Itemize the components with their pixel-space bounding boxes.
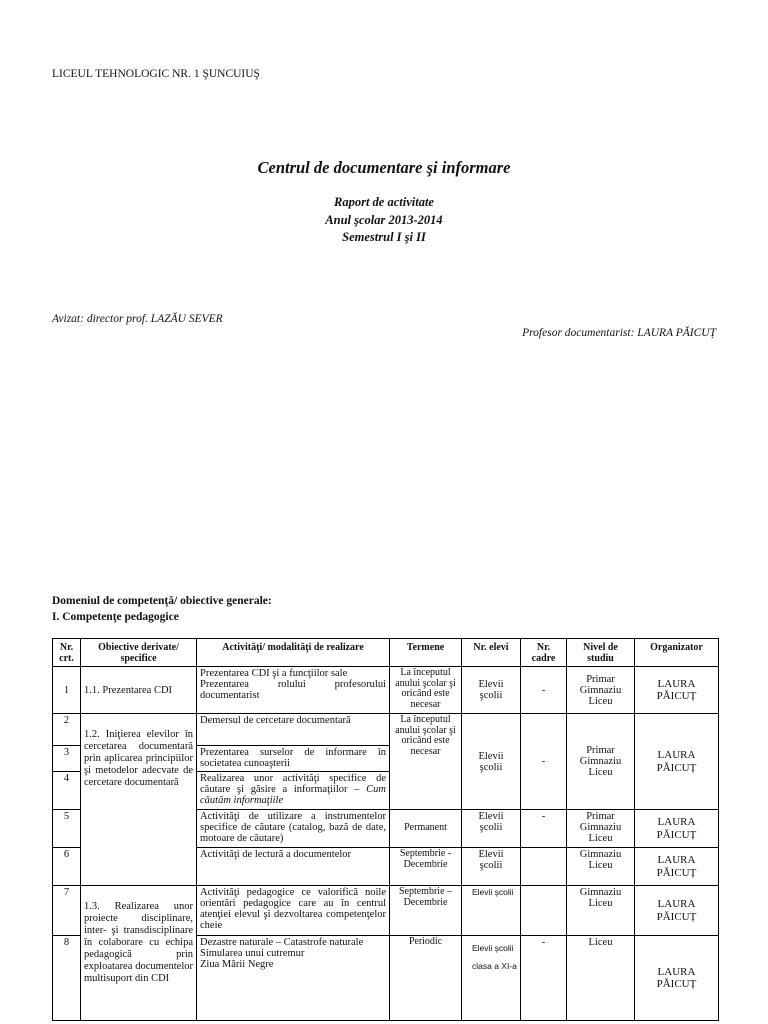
table-row <box>53 714 719 746</box>
section-heading: I. Competenţe pedagogice <box>52 611 179 623</box>
cell-level <box>567 667 635 714</box>
cell-term: La începutul anului şcolar şi oricând este necesar <box>390 714 462 810</box>
activity-line: Dezastre naturale – Catastrofe naturale <box>200 937 364 948</box>
cell-term: Periodic <box>390 936 462 1021</box>
cell-activity <box>197 772 390 810</box>
cell-students: Elevii şcolii <box>462 886 521 936</box>
level-text: Primar Gimnaziu Liceu <box>579 811 622 844</box>
cell-students <box>462 810 521 848</box>
activity-line: Activităţi de utilizare a instrumentelor specifice de căutare (catalog, bază de date, motoare de căutare) <box>200 811 386 844</box>
report-type: Raport de activitate <box>334 195 434 209</box>
header-students: Nr. elevi <box>462 639 521 667</box>
header-term: Termene <box>390 639 462 667</box>
organizer-text: LAURA PĂICUȚ <box>656 854 697 879</box>
school-year: Anul şcolar 2013-2014 <box>325 212 443 227</box>
cell-activity <box>197 810 390 848</box>
students-text: Elevii şcolii <box>478 811 504 833</box>
cell-staff: - <box>521 936 567 1021</box>
cell-students: Elevii şcolii clasa a XI-a <box>462 936 521 1021</box>
cell-level <box>567 810 635 848</box>
organizer-text: LAURA PĂICUȚ <box>656 898 697 923</box>
activity-line: Demersul de cercetare documentară <box>200 715 351 726</box>
approval-line: Avizat: director prof. LAZĂU SEVER <box>52 313 223 325</box>
table-header-row <box>53 639 719 667</box>
cell-staff <box>521 848 567 886</box>
cell-nr: 3 <box>53 746 81 772</box>
activity-line: Activităţi pedagogice ce valorifică noile orientări pedagogice care au în centrul atenţiei elevul şi dezvoltarea competenţelor cheie <box>200 887 386 931</box>
header-organizer: Organizator <box>635 639 719 667</box>
cell-students <box>462 848 521 886</box>
header-objective: Obiective derivate/ specifice <box>81 639 197 667</box>
cell-term: Permanent <box>390 810 462 848</box>
cell-organizer <box>635 714 719 810</box>
activity-emphasis: Cum căutăm informaţiile <box>200 784 386 806</box>
document-title: Centrul de documentare şi informare <box>257 158 511 177</box>
organizer-text: LAURA PĂICUȚ <box>656 677 697 702</box>
activity-line <box>200 773 386 806</box>
cell-level <box>567 714 635 810</box>
cell-nr: 1 <box>53 667 81 714</box>
level-text: Primar Gimnaziu Liceu <box>579 745 622 778</box>
level-text: Primar Gimnaziu Liceu <box>579 673 622 707</box>
level-text: Gimnaziu Liceu <box>579 849 622 871</box>
school-name: LICEUL TEHNOLOGIC NR. 1 ŞUNCUIUŞ <box>52 68 260 80</box>
activity-line: Prezentarea surselor de informare în societatea cunoaşterii <box>200 747 386 769</box>
cell-activity <box>197 886 390 936</box>
cell-staff: - <box>521 714 567 810</box>
students-text: Elevii şcolii <box>478 849 504 871</box>
semester: Semestrul I şi II <box>342 230 426 244</box>
cell-objective: 1.3. Realizarea unor proiecte disciplinare, inter- şi transdisciplinare în colaborare cu echipa pedagogică prin exploatarea documentelor multisuport din CDI <box>81 886 197 1021</box>
cell-organizer <box>635 667 719 714</box>
organizer-text: LAURA PĂICUȚ <box>656 816 697 841</box>
header-nr: Nr. crt. <box>53 639 81 667</box>
organizer-text: LAURA PĂICUȚ <box>656 749 697 774</box>
cell-activity <box>197 667 390 714</box>
cell-objective: 1.2. Iniţierea elevilor în cercetarea documentară prin aplicarea principiilor şi metodelor adecvate de cercetare documentară <box>81 714 197 886</box>
students-text: Elevii şcolii <box>478 679 504 701</box>
cell-activity <box>197 936 390 1021</box>
activity-line: Simularea unui cutremur <box>200 948 305 959</box>
cell-organizer <box>635 886 719 936</box>
cell-nr: 5 <box>53 810 81 848</box>
cell-nr: 6 <box>53 848 81 886</box>
header-staff: Nr. cadre <box>521 639 567 667</box>
domain-label: Domeniul de competenţă/ obiective generale: <box>52 595 272 607</box>
cell-students <box>462 667 521 714</box>
activity-line: Ziua Mării Negre <box>200 959 274 970</box>
activity-line: Activităţi de lectură a documentelor <box>200 849 352 860</box>
activity-text: Realizarea unor activităţi specifice de căutare şi găsire a informaţiilor – <box>200 773 386 795</box>
cell-students <box>462 714 521 810</box>
cell-nr: 7 <box>53 886 81 936</box>
cell-level <box>567 886 635 936</box>
cell-staff: - <box>521 667 567 714</box>
teacher-line: Profesor documentarist: LAURA PĂICUȚ <box>522 327 716 339</box>
activity-table <box>52 638 719 1021</box>
cell-term: Septembrie - Decembrie <box>390 848 462 886</box>
cell-level <box>567 936 635 1021</box>
organizer-text: LAURA PĂICUȚ <box>656 965 697 990</box>
cell-organizer <box>635 936 719 1021</box>
cell-objective: 1.1. Prezentarea CDI <box>81 667 197 714</box>
cell-organizer <box>635 848 719 886</box>
cell-term: La începutul anului şcolar şi oricând este necesar <box>390 667 462 714</box>
header-activity: Activităţi/ modalităţi de realizare <box>197 639 390 667</box>
header-level: Nivel de studiu <box>567 639 635 667</box>
report-subtitle <box>0 194 768 247</box>
cell-activity <box>197 714 390 746</box>
activity-line: Prezentarea rolului profesorului documentarist <box>200 679 386 701</box>
table-row <box>53 886 719 936</box>
cell-staff: - <box>521 810 567 848</box>
cell-activity <box>197 746 390 772</box>
cell-level <box>567 848 635 886</box>
cell-nr: 8 <box>53 936 81 1021</box>
cell-organizer <box>635 810 719 848</box>
level-text: Gimnaziu Liceu <box>579 887 622 909</box>
table-row <box>53 667 719 714</box>
activity-line: Prezentarea CDI şi a funcţiilor sale <box>200 668 348 679</box>
students-text: Elevii şcolii <box>478 750 504 773</box>
cell-staff <box>521 886 567 936</box>
cell-term: Septembrie – Decembrie <box>390 886 462 936</box>
cell-nr: 4 <box>53 772 81 810</box>
cell-activity <box>197 848 390 886</box>
level-text: Liceu <box>588 937 613 948</box>
cell-nr: 2 <box>53 714 81 746</box>
